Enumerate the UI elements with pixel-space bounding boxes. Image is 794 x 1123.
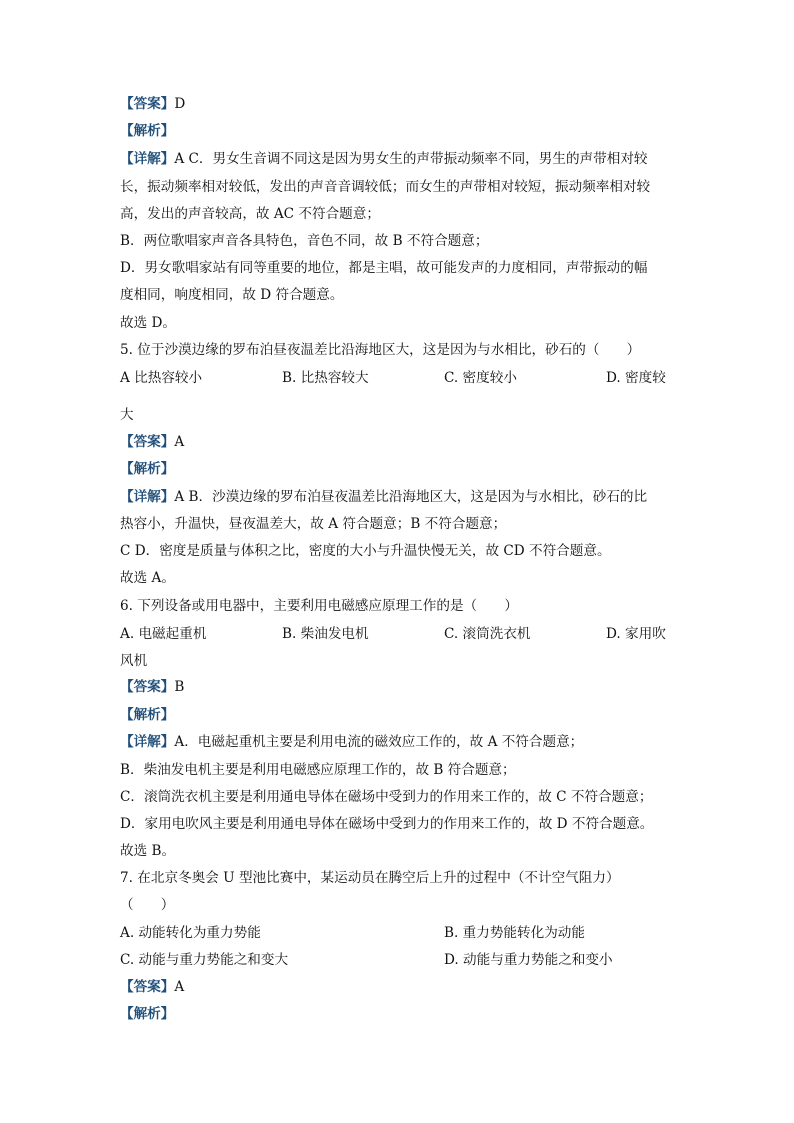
detail-label: 【详解】: [120, 734, 175, 750]
q5-option-a: A 比热容较小: [120, 370, 203, 386]
q4-detail-line-3: 高，发出的声音较高，故 AC 不符合题意；: [120, 206, 380, 222]
q4-detail-text: A C．男女生音调不同这是因为男女生的声带振动频率不同，男生的声带相对较: [174, 151, 648, 167]
q6-detail-line-2: B．柴油发电机主要是利用电磁感应原理工作的，故 B 符合题意；: [120, 762, 516, 778]
q5-answer: A: [174, 434, 185, 450]
q7-answer-line: [120, 977, 184, 997]
q5-detail-text: A B．沙漠边缘的罗布泊昼夜温差比沿海地区大，这是因为与水相比，砂石的比: [174, 489, 648, 505]
q6-detail-line-4: D．家用电吹风主要是利用通电导体在磁场中受到力的作用来工作的，故 D 不符合题意。: [120, 816, 654, 832]
q5-detail-line-3: C D．密度是质量与体积之比，密度的大小与升温快慢无关，故 CD 不符合题意。: [120, 543, 611, 559]
analysis-label: 【解析】: [120, 461, 175, 477]
q5-detail-line-1: [120, 487, 647, 507]
q4-detail-line-5: D．男女歌唱家站有同等重要的地位，都是主唱，故可能发声的力度相同，声带振动的幅: [120, 260, 648, 276]
detail-label: 【详解】: [120, 489, 175, 505]
q4-conclusion: 故选 D。: [120, 315, 177, 331]
analysis-label: 【解析】: [120, 1006, 175, 1022]
q6-analysis-label-line: [120, 705, 174, 725]
q7-answer: A: [174, 979, 185, 995]
q5-option-b: B. 比热容较大: [282, 370, 369, 386]
q6-option-a: A. 电磁起重机: [120, 626, 207, 642]
q6-option-d: D. 家用吹: [606, 626, 666, 642]
q5-detail-line-2: 热容小，升温快，昼夜温差大，故 A 符合题意；B 不符合题意；: [120, 516, 507, 532]
q5-analysis-label-line: [120, 459, 174, 479]
q4-detail-line-4: B．两位歌唱家声音各具特色，音色不同，故 B 不符合题意；: [120, 233, 489, 249]
q5-conclusion: 故选 A。: [120, 570, 175, 586]
q5-option-wrap: 大: [120, 407, 134, 423]
q7-option-a: A. 动能转化为重力势能: [120, 925, 261, 941]
q4-analysis-label-line: [120, 121, 174, 141]
q6-option-b: B. 柴油发电机: [282, 626, 369, 642]
q6-conclusion: 故选 B。: [120, 843, 176, 859]
q6-option-wrap: 风机: [120, 653, 148, 669]
q6-answer-line: [120, 677, 184, 697]
q6-detail-text: A．电磁起重机主要是利用电流的磁效应工作的，故 A 不符合题意；: [174, 734, 584, 750]
analysis-label: 【解析】: [120, 123, 175, 139]
answer-label: 【答案】: [120, 96, 175, 112]
answer-label: 【答案】: [120, 679, 175, 695]
q6-option-c: C. 滚筒洗衣机: [444, 626, 531, 642]
q4-detail-line-6: 度相同，响度相同，故 D 符合题意。: [120, 287, 344, 303]
q5-option-d: D. 密度较: [606, 370, 666, 386]
answer-label: 【答案】: [120, 979, 175, 995]
q7-analysis-label-line: [120, 1004, 174, 1024]
q5-question: 5. 位于沙漠边缘的罗布泊昼夜温差比沿海地区大，这是因为与水相比，砂石的（ ）: [120, 342, 641, 358]
q4-detail-line-2: 长，振动频率相对较低，发出的声音音调较低；而女生的声带相对较短，振动频率相对较: [120, 179, 651, 195]
answer-label: 【答案】: [120, 434, 175, 450]
analysis-label: 【解析】: [120, 707, 175, 723]
q6-detail-line-1: [120, 732, 583, 752]
q4-detail-line-1: [120, 149, 648, 169]
q6-question: 6. 下列设备或用电器中，主要利用电磁感应原理工作的是（ ）: [120, 598, 518, 614]
q4-answer: D: [174, 96, 186, 112]
q7-option-c: C. 动能与重力势能之和变大: [120, 952, 289, 968]
q6-answer: B: [174, 679, 185, 695]
q7-option-d: D. 动能与重力势能之和变小: [444, 952, 613, 968]
q4-answer-line: [120, 94, 185, 114]
q5-answer-line: [120, 432, 184, 452]
q6-detail-line-3: C．滚筒洗衣机主要是利用通电导体在磁场中受到力的作用来工作的，故 C 不符合题意；: [120, 789, 653, 805]
q5-option-c: C. 密度较小: [444, 370, 517, 386]
q7-question-wrap: （ ）: [120, 897, 175, 913]
q7-question: 7. 在北京冬奥会 U 型池比赛中，某运动员在腾空后上升的过程中（不计空气阻力）: [120, 870, 620, 886]
q7-option-b: B. 重力势能转化为动能: [444, 925, 585, 941]
detail-label: 【详解】: [120, 151, 175, 167]
